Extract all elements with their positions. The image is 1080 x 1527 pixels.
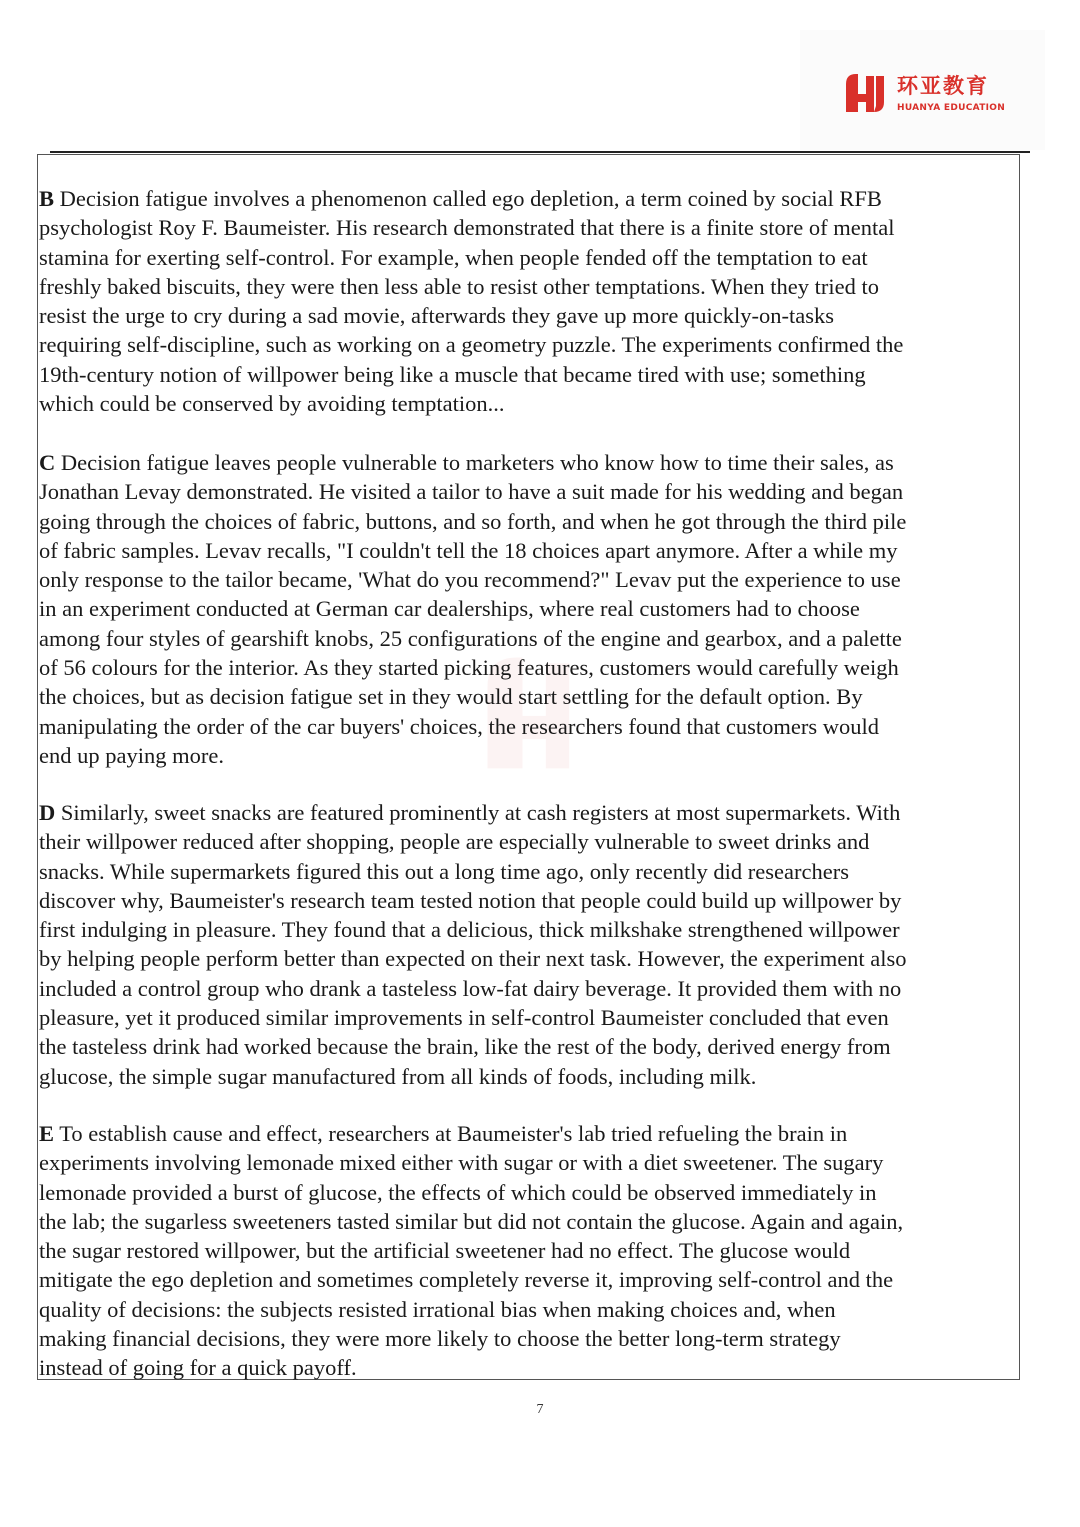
paragraph-line: in an experiment conducted at German car dealerships, where real customers had to choose (39, 596, 860, 622)
paragraph-line: discover why, Baumeister's research team tested notion that people could build up willpower by (39, 887, 902, 913)
paragraph-line: making financial decisions, they were more likely to choose the better long-term strategy (39, 1326, 841, 1352)
paragraph-line: experiments involving lemonade mixed either with sugar or with a diet sweetener. The sugary (39, 1150, 884, 1176)
paragraph-line: lemonade provided a burst of glucose, the effects of which could be observed immediately in (39, 1179, 877, 1205)
paragraph-line: D Similarly, sweet snacks are featured prominently at cash registers at most supermarkets. With (39, 800, 901, 825)
paragraph-line: included a control group who drank a tasteless low-fat dairy beverage. It provided them with no (39, 975, 902, 1001)
paragraph-line: pleasure, yet it produced similar improvements in self-control Baumeister concluded that even (39, 1005, 889, 1031)
paragraph-letter: E (39, 1121, 55, 1146)
logo-chinese-text: 环亚教育 (897, 74, 989, 98)
paragraph-line: C Decision fatigue leaves people vulnerable to marketers who know how to time their sales, as (39, 450, 894, 475)
paragraph-line: the sugar restored willpower, but the artificial sweetener had no effect. The glucose would (39, 1238, 851, 1264)
paragraph-letter: B (39, 186, 55, 211)
paragraph-line: manipulating the order of the car buyers' choices, the researchers found that customers would (39, 713, 880, 739)
brand-logo (800, 30, 1045, 150)
paragraph-line: the choices, but as decision fatigue set in they would start settling for the default option. By (39, 684, 863, 710)
paragraph-line: among four styles of gearshift knobs, 25 configurations of the engine and gearbox, and a palette (39, 625, 902, 651)
paragraph-c (39, 448, 1019, 770)
paragraph-line: stamina for exerting self-control. For example, when people fended off the temptation to eat (39, 244, 868, 270)
paragraph-line: 19th-century notion of willpower being like a muscle that became tired with use; something (39, 361, 866, 387)
paragraph-line: psychologist Roy F. Baumeister. His research demonstrated that there is a finite store of mental (39, 215, 895, 241)
paragraph-line: their willpower reduced after shopping, people are especially vulnerable to sweet drinks and (39, 829, 870, 855)
paragraph-line: mitigate the ego depletion and sometimes completely reverse it, improving self-control and the (39, 1267, 894, 1293)
paragraph-line: going through the choices of fabric, buttons, and so forth, and when he got through the third pile (39, 508, 907, 534)
logo-english-text: HUANYA EDUCATION (897, 103, 1006, 113)
paragraph-line: by helping people perform better than expected on their next task. However, the experiment also (39, 946, 907, 972)
paragraph-line: B Decision fatigue involves a phenomenon called ego depletion, a term coined by social RFB (39, 186, 882, 211)
paragraph-line: Jonathan Levay demonstrated. He visited a tailor to have a suit made for his wedding and began (39, 479, 904, 505)
paragraph-line: end up paying more. (39, 742, 224, 768)
paragraph-line: E To establish cause and effect, researchers at Baumeister's lab tried refueling the brain in (39, 1121, 848, 1146)
paragraph-line: which could be conserved by avoiding temptation... (39, 391, 505, 417)
paragraph-line: instead of going for a quick payoff. (39, 1355, 357, 1381)
paragraph-b (39, 184, 1019, 418)
paragraph-line: the tasteless drink had worked because the brain, like the rest of the body, derived energy from (39, 1034, 891, 1060)
paragraph-line: only response to the tailor became, 'What do you recommend?" Levav put the experience to use (39, 567, 901, 593)
paragraph-line: of 56 colours for the interior. As they started picking features, customers would carefully weigh (39, 655, 899, 681)
paragraph-line: glucose, the simple sugar manufactured from all kinds of foods, including milk. (39, 1063, 757, 1089)
paragraph-line: requiring self-discipline, such as working on a geometry puzzle. The experiments confirmed the (39, 332, 904, 358)
paragraph-line: snacks. While supermarkets figured this out a long time ago, only recently did researchers (39, 858, 849, 884)
paragraph-line: quality of decisions: the subjects resisted irrational bias when making choices and, when (39, 1296, 836, 1322)
paragraph-letter: C (39, 450, 56, 475)
page-number: 7 (536, 1402, 544, 1417)
header-divider (50, 151, 1030, 153)
paragraph-line: resist the urge to cry during a sad movie, afterwards they gave up more quickly-on-tasks (39, 303, 834, 329)
huanya-logo-icon (840, 68, 888, 116)
paragraph-d (39, 798, 1019, 1091)
paragraph-line: first indulging in pleasure. They found that a delicious, thick milkshake strengthened willpower (39, 917, 900, 943)
paragraph-e (39, 1119, 1019, 1383)
paragraph-line: freshly baked biscuits, they were then less able to resist other temptations. When they tried to (39, 273, 879, 299)
paragraph-line: the lab; the sugarless sweeteners tasted similar but did not contain the glucose. Again and again, (39, 1208, 904, 1234)
paragraph-letter: D (39, 800, 56, 825)
paragraph-line: of fabric samples. Levav recalls, "I couldn't tell the 18 choices apart anymore. After a while my (39, 537, 898, 563)
